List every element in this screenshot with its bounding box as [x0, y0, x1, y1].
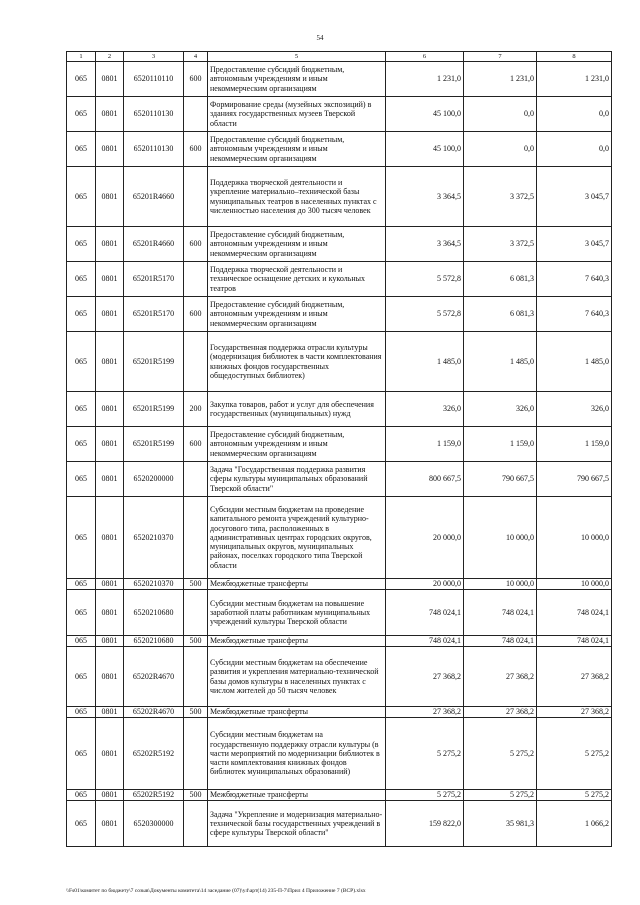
description-cell: Предоставление субсидий бюджетным, автономным учреждениям и иным некоммерческим организациям	[208, 427, 386, 462]
department-code-cell: 065	[67, 462, 96, 497]
section-code-cell: 0801	[96, 332, 124, 392]
amount-cell: 1 231,0	[464, 62, 537, 97]
department-code-cell: 065	[67, 62, 96, 97]
amount-cell: 3 045,7	[537, 227, 612, 262]
table-row	[67, 590, 612, 636]
budget-table	[66, 51, 612, 847]
amount-cell: 6 081,3	[464, 297, 537, 332]
amount-cell: 0,0	[464, 97, 537, 132]
section-code-cell: 0801	[96, 790, 124, 801]
expense-type-cell: 600	[184, 132, 208, 167]
target-article-cell: 65201R5199	[124, 332, 184, 392]
section-code-cell: 0801	[96, 132, 124, 167]
amount-cell: 1 066,2	[537, 801, 612, 847]
amount-cell: 748 024,1	[386, 636, 464, 647]
amount-cell: 27 368,2	[386, 647, 464, 707]
table-row	[67, 262, 612, 297]
column-number: 3	[124, 52, 184, 62]
description-cell: Поддержка творческой деятельности и укрепление материально–технической базы муниципальных театров в населенных пунктах с численностью населения до 300 тысяч человек	[208, 167, 386, 227]
table-row	[67, 97, 612, 132]
amount-cell: 10 000,0	[537, 579, 612, 590]
department-code-cell: 065	[67, 636, 96, 647]
expense-type-cell	[184, 97, 208, 132]
amount-cell: 5 275,2	[464, 718, 537, 790]
amount-cell: 1 485,0	[537, 332, 612, 392]
department-code-cell: 065	[67, 707, 96, 718]
target-article-cell: 6520110110	[124, 62, 184, 97]
amount-cell: 3 372,5	[464, 227, 537, 262]
amount-cell: 1 159,0	[386, 427, 464, 462]
target-article-cell: 65201R5199	[124, 427, 184, 462]
target-article-cell: 6520210680	[124, 636, 184, 647]
table-row	[67, 647, 612, 707]
department-code-cell: 065	[67, 332, 96, 392]
expense-type-cell	[184, 647, 208, 707]
table-row	[67, 427, 612, 462]
table-row	[67, 707, 612, 718]
table-row	[67, 167, 612, 227]
amount-cell: 45 100,0	[386, 132, 464, 167]
amount-cell: 10 000,0	[537, 497, 612, 579]
amount-cell: 27 368,2	[537, 707, 612, 718]
amount-cell: 10 000,0	[464, 497, 537, 579]
department-code-cell: 065	[67, 132, 96, 167]
amount-cell: 1 231,0	[386, 62, 464, 97]
amount-cell: 748 024,1	[464, 590, 537, 636]
description-cell: Субсидии местным бюджетам на проведение капитального ремонта учреждений культурно-досугового типа, расположенных в административных центрах городских округов, муниципальных округов, муниципальных районах, поселках городского типа Тверской области	[208, 497, 386, 579]
target-article-cell: 65202R4670	[124, 647, 184, 707]
section-code-cell: 0801	[96, 707, 124, 718]
description-cell: Межбюджетные трансферты	[208, 579, 386, 590]
description-cell: Межбюджетные трансферты	[208, 790, 386, 801]
amount-cell: 748 024,1	[537, 590, 612, 636]
section-code-cell: 0801	[96, 497, 124, 579]
target-article-cell: 65202R5192	[124, 718, 184, 790]
expense-type-cell	[184, 590, 208, 636]
department-code-cell: 065	[67, 647, 96, 707]
table-row	[67, 579, 612, 590]
description-cell: Предоставление субсидий бюджетным, автономным учреждениям и иным некоммерческим организациям	[208, 227, 386, 262]
section-code-cell: 0801	[96, 167, 124, 227]
amount-cell: 27 368,2	[464, 647, 537, 707]
amount-cell: 5 275,2	[537, 790, 612, 801]
section-code-cell: 0801	[96, 718, 124, 790]
department-code-cell: 065	[67, 262, 96, 297]
amount-cell: 5 275,2	[386, 718, 464, 790]
file-path-footer: \\Fs01\комитет по бюджету\7 созыв\Документы комитета\14 заседание (07)\у4\арт(14) 235-П-7\Прил 4 Приложение 7 (ВСР).xlsx	[66, 888, 366, 894]
amount-cell: 326,0	[464, 392, 537, 427]
section-code-cell: 0801	[96, 801, 124, 847]
table-row	[67, 62, 612, 97]
amount-cell: 790 667,5	[464, 462, 537, 497]
description-cell: Предоставление субсидий бюджетным, автономным учреждениям и иным некоммерческим организациям	[208, 132, 386, 167]
column-number: 7	[464, 52, 537, 62]
section-code-cell: 0801	[96, 427, 124, 462]
target-article-cell: 6520110130	[124, 132, 184, 167]
expense-type-cell	[184, 332, 208, 392]
table-row	[67, 790, 612, 801]
description-cell: Государственная поддержка отрасли культуры (модернизация библиотек в части комплектования книжных фондов государственных общедоступных библиотек)	[208, 332, 386, 392]
expense-type-cell: 500	[184, 790, 208, 801]
amount-cell: 20 000,0	[386, 579, 464, 590]
table-row	[67, 392, 612, 427]
expense-type-cell	[184, 167, 208, 227]
description-cell: Предоставление субсидий бюджетным, автономным учреждениям и иным некоммерческим организациям	[208, 297, 386, 332]
amount-cell: 1 159,0	[537, 427, 612, 462]
expense-type-cell	[184, 462, 208, 497]
description-cell: Субсидии местным бюджетам на обеспечение развития и укрепления материально-технической базы домов культуры в населенных пунктах с числом жителей до 50 тысяч человек	[208, 647, 386, 707]
amount-cell: 27 368,2	[386, 707, 464, 718]
amount-cell: 3 364,5	[386, 227, 464, 262]
amount-cell: 326,0	[386, 392, 464, 427]
expense-type-cell: 600	[184, 297, 208, 332]
target-article-cell: 65201R5170	[124, 262, 184, 297]
expense-type-cell	[184, 718, 208, 790]
amount-cell: 1 485,0	[386, 332, 464, 392]
description-cell: Формирование среды (музейных экспозиций) в зданиях государственных музеев Тверской области	[208, 97, 386, 132]
description-cell: Субсидии местным бюджетам на государственную поддержку отрасли культуры (в части мероприятий по модернизации библиотек в части комплектования книжных фондов библиотек муниципальных образований)	[208, 718, 386, 790]
amount-cell: 800 667,5	[386, 462, 464, 497]
column-number: 6	[386, 52, 464, 62]
amount-cell: 790 667,5	[537, 462, 612, 497]
department-code-cell: 065	[67, 392, 96, 427]
amount-cell: 1 485,0	[464, 332, 537, 392]
amount-cell: 7 640,3	[537, 297, 612, 332]
target-article-cell: 6520110130	[124, 97, 184, 132]
section-code-cell: 0801	[96, 297, 124, 332]
amount-cell: 5 275,2	[464, 790, 537, 801]
table-row	[67, 227, 612, 262]
section-code-cell: 0801	[96, 227, 124, 262]
section-code-cell: 0801	[96, 590, 124, 636]
amount-cell: 5 275,2	[386, 790, 464, 801]
column-number: 2	[96, 52, 124, 62]
expense-type-cell: 200	[184, 392, 208, 427]
amount-cell: 748 024,1	[464, 636, 537, 647]
expense-type-cell	[184, 262, 208, 297]
target-article-cell: 65201R5170	[124, 297, 184, 332]
description-cell: Закупка товаров, работ и услуг для обеспечения государственных (муниципальных) нужд	[208, 392, 386, 427]
amount-cell: 45 100,0	[386, 97, 464, 132]
amount-cell: 35 981,3	[464, 801, 537, 847]
expense-type-cell: 600	[184, 62, 208, 97]
department-code-cell: 065	[67, 590, 96, 636]
table-row	[67, 332, 612, 392]
expense-type-cell: 600	[184, 427, 208, 462]
description-cell: Задача "Государственная поддержка развития сферы культуры муниципальных образований Тверской области"	[208, 462, 386, 497]
target-article-cell: 65201R4660	[124, 227, 184, 262]
target-article-cell: 6520200000	[124, 462, 184, 497]
amount-cell: 5 572,8	[386, 262, 464, 297]
target-article-cell: 6520300000	[124, 801, 184, 847]
target-article-cell: 65201R5199	[124, 392, 184, 427]
table-row	[67, 636, 612, 647]
column-number-row	[67, 52, 612, 62]
amount-cell: 27 368,2	[537, 647, 612, 707]
expense-type-cell: 500	[184, 579, 208, 590]
department-code-cell: 065	[67, 718, 96, 790]
target-article-cell: 6520210370	[124, 579, 184, 590]
amount-cell: 326,0	[537, 392, 612, 427]
amount-cell: 0,0	[537, 132, 612, 167]
target-article-cell: 6520210680	[124, 590, 184, 636]
description-cell: Предоставление субсидий бюджетным, автономным учреждениям и иным некоммерческим организациям	[208, 62, 386, 97]
column-number: 5	[208, 52, 386, 62]
target-article-cell: 6520210370	[124, 497, 184, 579]
department-code-cell: 065	[67, 790, 96, 801]
amount-cell: 748 024,1	[537, 636, 612, 647]
amount-cell: 3 045,7	[537, 167, 612, 227]
description-cell: Поддержка творческой деятельности и техническое оснащение детских и кукольных театров	[208, 262, 386, 297]
section-code-cell: 0801	[96, 97, 124, 132]
expense-type-cell: 500	[184, 707, 208, 718]
amount-cell: 3 364,5	[386, 167, 464, 227]
amount-cell: 0,0	[537, 97, 612, 132]
department-code-cell: 065	[67, 801, 96, 847]
department-code-cell: 065	[67, 579, 96, 590]
column-number: 4	[184, 52, 208, 62]
table-row	[67, 497, 612, 579]
description-cell: Межбюджетные трансферты	[208, 636, 386, 647]
department-code-cell: 065	[67, 427, 96, 462]
department-code-cell: 065	[67, 97, 96, 132]
expense-type-cell	[184, 497, 208, 579]
department-code-cell: 065	[67, 227, 96, 262]
section-code-cell: 0801	[96, 392, 124, 427]
section-code-cell: 0801	[96, 62, 124, 97]
amount-cell: 27 368,2	[464, 707, 537, 718]
table-row	[67, 801, 612, 847]
amount-cell: 159 822,0	[386, 801, 464, 847]
description-cell: Межбюджетные трансферты	[208, 707, 386, 718]
department-code-cell: 065	[67, 297, 96, 332]
table-row	[67, 297, 612, 332]
department-code-cell: 065	[67, 497, 96, 579]
section-code-cell: 0801	[96, 647, 124, 707]
amount-cell: 3 372,5	[464, 167, 537, 227]
description-cell: Задача "Укрепление и модернизация материально-технической базы государственных учреждений в сфере культуры Тверской области"	[208, 801, 386, 847]
amount-cell: 5 572,8	[386, 297, 464, 332]
page-number: 54	[316, 34, 324, 42]
table-row	[67, 718, 612, 790]
amount-cell: 748 024,1	[386, 590, 464, 636]
target-article-cell: 65202R4670	[124, 707, 184, 718]
column-number: 8	[537, 52, 612, 62]
amount-cell: 7 640,3	[537, 262, 612, 297]
table-row	[67, 132, 612, 167]
target-article-cell: 65201R4660	[124, 167, 184, 227]
amount-cell: 1 231,0	[537, 62, 612, 97]
section-code-cell: 0801	[96, 262, 124, 297]
amount-cell: 5 275,2	[537, 718, 612, 790]
section-code-cell: 0801	[96, 579, 124, 590]
amount-cell: 0,0	[464, 132, 537, 167]
expense-type-cell: 600	[184, 227, 208, 262]
target-article-cell: 65202R5192	[124, 790, 184, 801]
column-number: 1	[67, 52, 96, 62]
amount-cell: 1 159,0	[464, 427, 537, 462]
amount-cell: 20 000,0	[386, 497, 464, 579]
department-code-cell: 065	[67, 167, 96, 227]
expense-type-cell	[184, 801, 208, 847]
amount-cell: 10 000,0	[464, 579, 537, 590]
table-row	[67, 462, 612, 497]
description-cell: Субсидии местным бюджетам на повышение заработной платы работникам муниципальных учреждений культуры Тверской области	[208, 590, 386, 636]
section-code-cell: 0801	[96, 462, 124, 497]
amount-cell: 6 081,3	[464, 262, 537, 297]
expense-type-cell: 500	[184, 636, 208, 647]
section-code-cell: 0801	[96, 636, 124, 647]
